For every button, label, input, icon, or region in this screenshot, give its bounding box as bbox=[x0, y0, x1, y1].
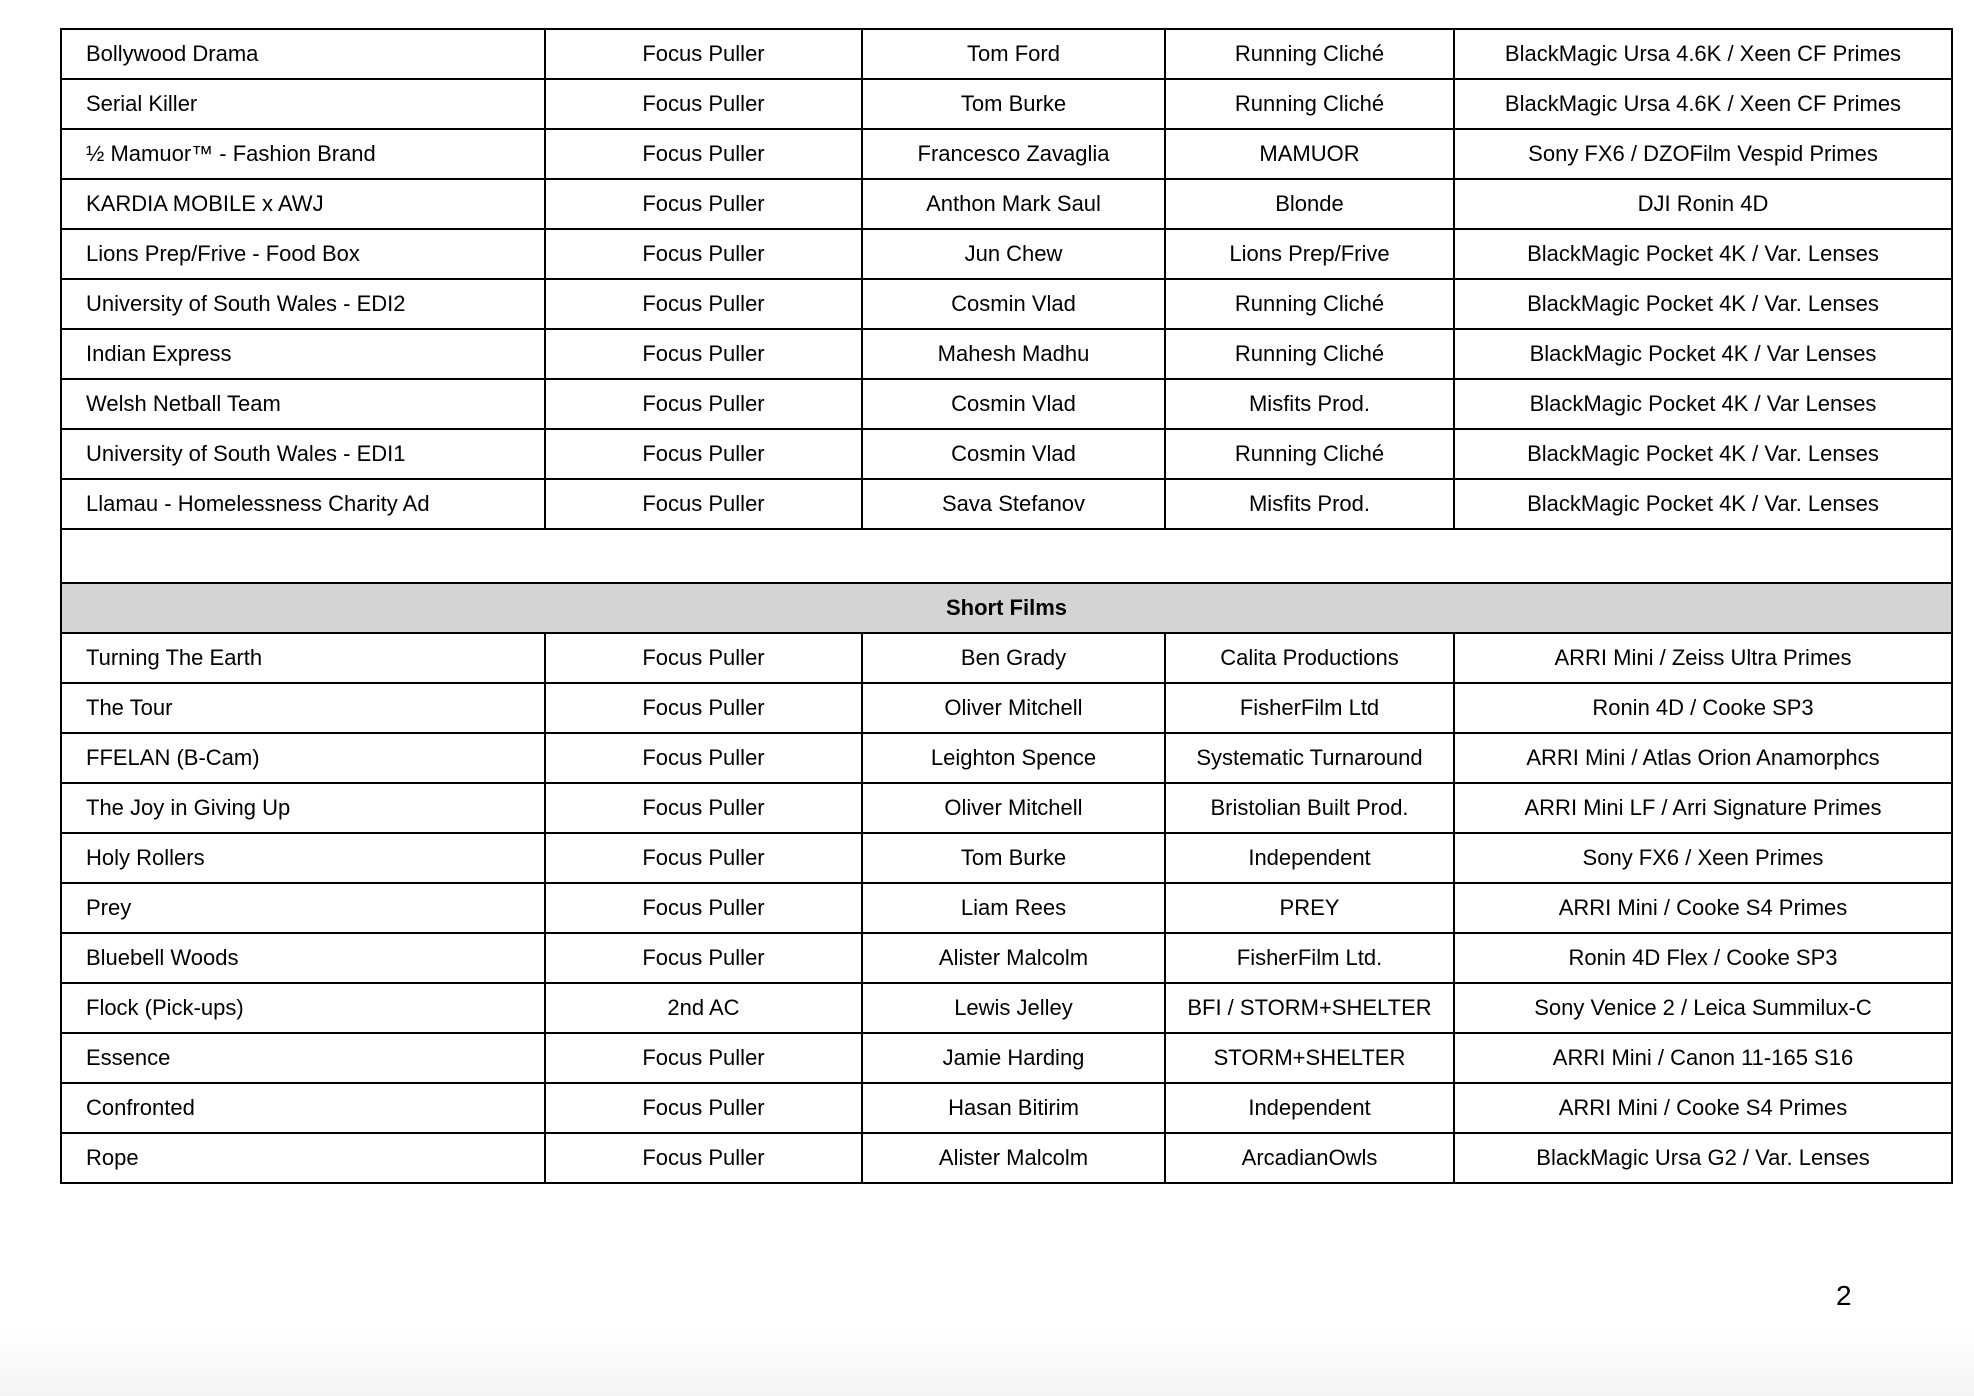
table-row bbox=[61, 429, 1952, 479]
project-cell: Serial Killer bbox=[61, 79, 545, 129]
camera-kit-cell: BlackMagic Pocket 4K / Var Lenses bbox=[1454, 379, 1952, 429]
short-films-rows bbox=[61, 633, 1952, 1183]
person-cell: Oliver Mitchell bbox=[862, 783, 1165, 833]
table-row bbox=[61, 883, 1952, 933]
section-heading-short-films: Short Films bbox=[61, 583, 1952, 633]
company-cell: Lions Prep/Frive bbox=[1165, 229, 1454, 279]
person-cell: Lewis Jelley bbox=[862, 983, 1165, 1033]
camera-kit-cell: BlackMagic Ursa G2 / Var. Lenses bbox=[1454, 1133, 1952, 1183]
camera-kit-cell: BlackMagic Pocket 4K / Var. Lenses bbox=[1454, 479, 1952, 529]
company-cell: BFI / STORM+SHELTER bbox=[1165, 983, 1454, 1033]
role-cell: Focus Puller bbox=[545, 883, 862, 933]
role-cell: Focus Puller bbox=[545, 633, 862, 683]
camera-kit-cell: Sony FX6 / DZOFilm Vespid Primes bbox=[1454, 129, 1952, 179]
person-cell: Leighton Spence bbox=[862, 733, 1165, 783]
project-cell: Llamau - Homelessness Charity Ad bbox=[61, 479, 545, 529]
credits-upper-section bbox=[61, 29, 1952, 529]
person-cell: Mahesh Madhu bbox=[862, 329, 1165, 379]
table-row bbox=[61, 983, 1952, 1033]
table-row bbox=[61, 129, 1952, 179]
table-row bbox=[61, 933, 1952, 983]
role-cell: Focus Puller bbox=[545, 129, 862, 179]
role-cell: Focus Puller bbox=[545, 79, 862, 129]
table-row bbox=[61, 1033, 1952, 1083]
project-cell: Bollywood Drama bbox=[61, 29, 545, 79]
project-cell: The Joy in Giving Up bbox=[61, 783, 545, 833]
role-cell: Focus Puller bbox=[545, 683, 862, 733]
role-cell: Focus Puller bbox=[545, 379, 862, 429]
camera-kit-cell: BlackMagic Pocket 4K / Var. Lenses bbox=[1454, 279, 1952, 329]
table-row bbox=[61, 683, 1952, 733]
role-cell: Focus Puller bbox=[545, 1133, 862, 1183]
table-row bbox=[61, 1083, 1952, 1133]
table-row bbox=[61, 229, 1952, 279]
person-cell: Cosmin Vlad bbox=[862, 429, 1165, 479]
spacer-cell bbox=[61, 529, 1952, 583]
role-cell: Focus Puller bbox=[545, 733, 862, 783]
company-cell: Misfits Prod. bbox=[1165, 479, 1454, 529]
role-cell: 2nd AC bbox=[545, 983, 862, 1033]
company-cell: MAMUOR bbox=[1165, 129, 1454, 179]
camera-kit-cell: BlackMagic Pocket 4K / Var Lenses bbox=[1454, 329, 1952, 379]
table-row bbox=[61, 329, 1952, 379]
camera-kit-cell: Ronin 4D Flex / Cooke SP3 bbox=[1454, 933, 1952, 983]
table-row bbox=[61, 833, 1952, 883]
table-row bbox=[61, 633, 1952, 683]
role-cell: Focus Puller bbox=[545, 1083, 862, 1133]
project-cell: Turning The Earth bbox=[61, 633, 545, 683]
project-cell: University of South Wales - EDI1 bbox=[61, 429, 545, 479]
role-cell: Focus Puller bbox=[545, 429, 862, 479]
person-cell: Alister Malcolm bbox=[862, 1133, 1165, 1183]
role-cell: Focus Puller bbox=[545, 29, 862, 79]
person-cell: Hasan Bitirim bbox=[862, 1083, 1165, 1133]
role-cell: Focus Puller bbox=[545, 279, 862, 329]
section-header-row bbox=[61, 583, 1952, 633]
table-row bbox=[61, 479, 1952, 529]
person-cell: Liam Rees bbox=[862, 883, 1165, 933]
camera-kit-cell: Sony Venice 2 / Leica Summilux-C bbox=[1454, 983, 1952, 1033]
person-cell: Tom Burke bbox=[862, 79, 1165, 129]
project-cell: Lions Prep/Frive - Food Box bbox=[61, 229, 545, 279]
company-cell: Independent bbox=[1165, 1083, 1454, 1133]
company-cell: PREY bbox=[1165, 883, 1454, 933]
project-cell: Confronted bbox=[61, 1083, 545, 1133]
project-cell: Welsh Netball Team bbox=[61, 379, 545, 429]
role-cell: Focus Puller bbox=[545, 229, 862, 279]
table-row bbox=[61, 783, 1952, 833]
page-number: 2 bbox=[1836, 1280, 1852, 1311]
project-cell: Rope bbox=[61, 1133, 545, 1183]
company-cell: Bristolian Built Prod. bbox=[1165, 783, 1454, 833]
company-cell: Running Cliché bbox=[1165, 329, 1454, 379]
camera-kit-cell: BlackMagic Ursa 4.6K / Xeen CF Primes bbox=[1454, 29, 1952, 79]
table-row bbox=[61, 79, 1952, 129]
person-cell: Tom Ford bbox=[862, 29, 1165, 79]
company-cell: Running Cliché bbox=[1165, 29, 1454, 79]
spacer-section bbox=[61, 529, 1952, 583]
camera-kit-cell: Sony FX6 / Xeen Primes bbox=[1454, 833, 1952, 883]
person-cell: Jun Chew bbox=[862, 229, 1165, 279]
role-cell: Focus Puller bbox=[545, 833, 862, 883]
role-cell: Focus Puller bbox=[545, 479, 862, 529]
person-cell: Tom Burke bbox=[862, 833, 1165, 883]
project-cell: ½ Mamuor™ - Fashion Brand bbox=[61, 129, 545, 179]
role-cell: Focus Puller bbox=[545, 933, 862, 983]
table-row bbox=[61, 1133, 1952, 1183]
project-cell: Flock (Pick-ups) bbox=[61, 983, 545, 1033]
camera-kit-cell: BlackMagic Pocket 4K / Var. Lenses bbox=[1454, 229, 1952, 279]
company-cell: Blonde bbox=[1165, 179, 1454, 229]
table-row bbox=[61, 29, 1952, 79]
table-row bbox=[61, 733, 1952, 783]
camera-kit-cell: ARRI Mini / Cooke S4 Primes bbox=[1454, 1083, 1952, 1133]
role-cell: Focus Puller bbox=[545, 179, 862, 229]
company-cell: Running Cliché bbox=[1165, 429, 1454, 479]
role-cell: Focus Puller bbox=[545, 1033, 862, 1083]
project-cell: Bluebell Woods bbox=[61, 933, 545, 983]
credits-table bbox=[60, 28, 1953, 1184]
person-cell: Sava Stefanov bbox=[862, 479, 1165, 529]
company-cell: FisherFilm Ltd. bbox=[1165, 933, 1454, 983]
project-cell: FFELAN (B-Cam) bbox=[61, 733, 545, 783]
company-cell: Running Cliché bbox=[1165, 279, 1454, 329]
company-cell: Misfits Prod. bbox=[1165, 379, 1454, 429]
company-cell: Running Cliché bbox=[1165, 79, 1454, 129]
role-cell: Focus Puller bbox=[545, 329, 862, 379]
project-cell: University of South Wales - EDI2 bbox=[61, 279, 545, 329]
person-cell: Alister Malcolm bbox=[862, 933, 1165, 983]
project-cell: Prey bbox=[61, 883, 545, 933]
person-cell: Cosmin Vlad bbox=[862, 279, 1165, 329]
camera-kit-cell: ARRI Mini / Zeiss Ultra Primes bbox=[1454, 633, 1952, 683]
company-cell: Independent bbox=[1165, 833, 1454, 883]
camera-kit-cell: ARRI Mini / Atlas Orion Anamorphcs bbox=[1454, 733, 1952, 783]
role-cell: Focus Puller bbox=[545, 783, 862, 833]
company-cell: STORM+SHELTER bbox=[1165, 1033, 1454, 1083]
camera-kit-cell: BlackMagic Ursa 4.6K / Xeen CF Primes bbox=[1454, 79, 1952, 129]
camera-kit-cell: ARRI Mini / Canon 11-165 S16 bbox=[1454, 1033, 1952, 1083]
person-cell: Ben Grady bbox=[862, 633, 1165, 683]
company-cell: FisherFilm Ltd bbox=[1165, 683, 1454, 733]
spacer-row bbox=[61, 529, 1952, 583]
project-cell: Essence bbox=[61, 1033, 545, 1083]
company-cell: ArcadianOwls bbox=[1165, 1133, 1454, 1183]
company-cell: Calita Productions bbox=[1165, 633, 1454, 683]
person-cell: Anthon Mark Saul bbox=[862, 179, 1165, 229]
company-cell: Systematic Turnaround bbox=[1165, 733, 1454, 783]
person-cell: Oliver Mitchell bbox=[862, 683, 1165, 733]
camera-kit-cell: Ronin 4D / Cooke SP3 bbox=[1454, 683, 1952, 733]
project-cell: KARDIA MOBILE x AWJ bbox=[61, 179, 545, 229]
camera-kit-cell: BlackMagic Pocket 4K / Var. Lenses bbox=[1454, 429, 1952, 479]
table-row bbox=[61, 379, 1952, 429]
person-cell: Francesco Zavaglia bbox=[862, 129, 1165, 179]
project-cell: The Tour bbox=[61, 683, 545, 733]
short-films-section bbox=[61, 583, 1952, 633]
camera-kit-cell: DJI Ronin 4D bbox=[1454, 179, 1952, 229]
project-cell: Indian Express bbox=[61, 329, 545, 379]
table-row bbox=[61, 279, 1952, 329]
camera-kit-cell: ARRI Mini / Cooke S4 Primes bbox=[1454, 883, 1952, 933]
table-row bbox=[61, 179, 1952, 229]
person-cell: Cosmin Vlad bbox=[862, 379, 1165, 429]
person-cell: Jamie Harding bbox=[862, 1033, 1165, 1083]
page-bottom-shade bbox=[0, 1330, 1974, 1396]
project-cell: Holy Rollers bbox=[61, 833, 545, 883]
camera-kit-cell: ARRI Mini LF / Arri Signature Primes bbox=[1454, 783, 1952, 833]
